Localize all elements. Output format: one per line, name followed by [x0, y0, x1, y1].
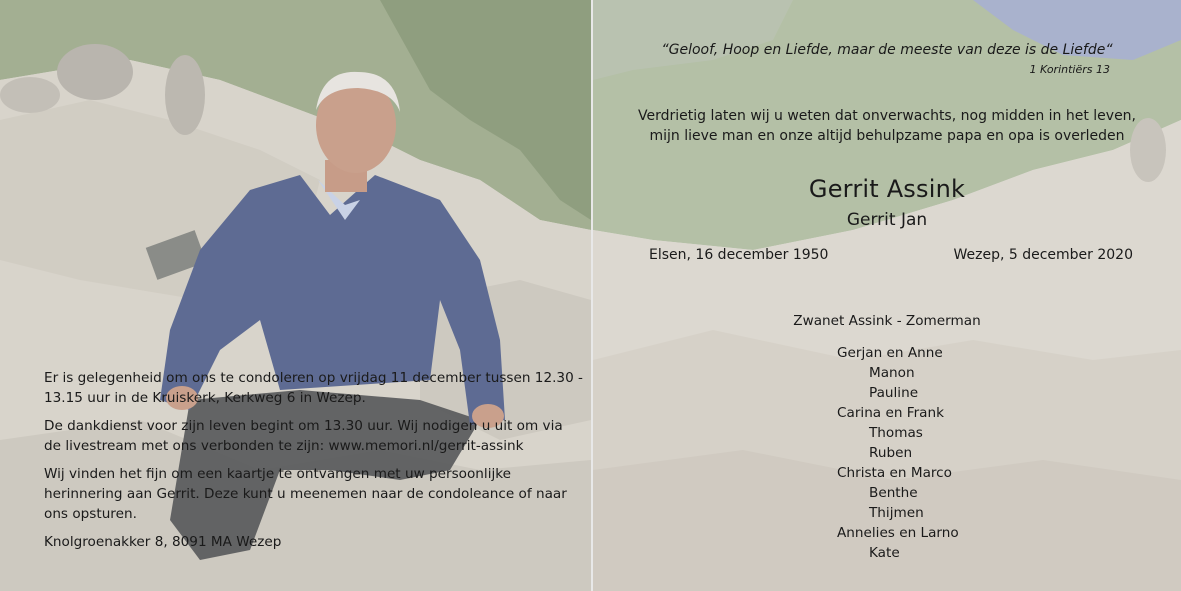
quote-reference: 1 Korintiërs 13 [1029, 63, 1110, 76]
announcement [593, 106, 1181, 146]
family-list [837, 343, 959, 563]
death-info: Wezep, 5 december 2020 [953, 247, 1133, 263]
family-child: Christa en Marco [837, 465, 952, 481]
family-child: Carina en Frank [837, 405, 944, 421]
announcement-line-2: mijn lieve man en onze altijd behulpzame papa en opa is overleden [649, 128, 1125, 144]
family-grandchild: Kate [869, 545, 900, 561]
family-child: Annelies en Larno [837, 525, 959, 541]
announcement-line-1: Verdrietig laten wij u weten dat onverwachts, nog midden in het leven, [637, 108, 1137, 124]
right-page [593, 0, 1181, 591]
birth-info: Elsen, 16 december 1950 [649, 247, 829, 263]
family-grandchild: Ruben [869, 445, 913, 461]
spouse-name: Zwanet Assink - Zomerman [793, 313, 981, 329]
deceased-name: Gerrit Assink [808, 175, 966, 203]
deceased-nickname: Gerrit Jan [846, 210, 928, 230]
condolence-text: Er is gelegenheid om ons te condoleren op vrijdag 11 december tussen 12.30 - 13.15 uur in de Kruiskerk, Kerkweg 6 in Wezep. [44, 370, 583, 406]
service-info [44, 368, 584, 560]
family-grandchild: Benthe [869, 485, 918, 501]
card-text: Wij vinden het fijn om een kaartje te ontvangen met uw persoonlijke herinnering aan Gerrit. Deze kunt u meenemen naar de condoleance of naar ons opsturen. [44, 466, 567, 522]
family-grandchild: Manon [869, 365, 915, 381]
address: Knolgroenakker 8, 8091 MA Wezep [44, 534, 282, 550]
family-child: Gerjan en Anne [837, 345, 943, 361]
family-grandchild: Thijmen [869, 505, 924, 521]
family-grandchild: Thomas [869, 425, 923, 441]
service-text: De dankdienst voor zijn leven begint om 13.30 uur. Wij nodigen u uit om via de livestream met ons verbonden te zijn: www.memori.nl/gerrit-assink [44, 418, 563, 454]
bible-quote: “Geloof, Hoop en Liefde, maar de meeste van deze is de Liefde“ [661, 42, 1113, 58]
family-grandchild: Pauline [869, 385, 919, 401]
